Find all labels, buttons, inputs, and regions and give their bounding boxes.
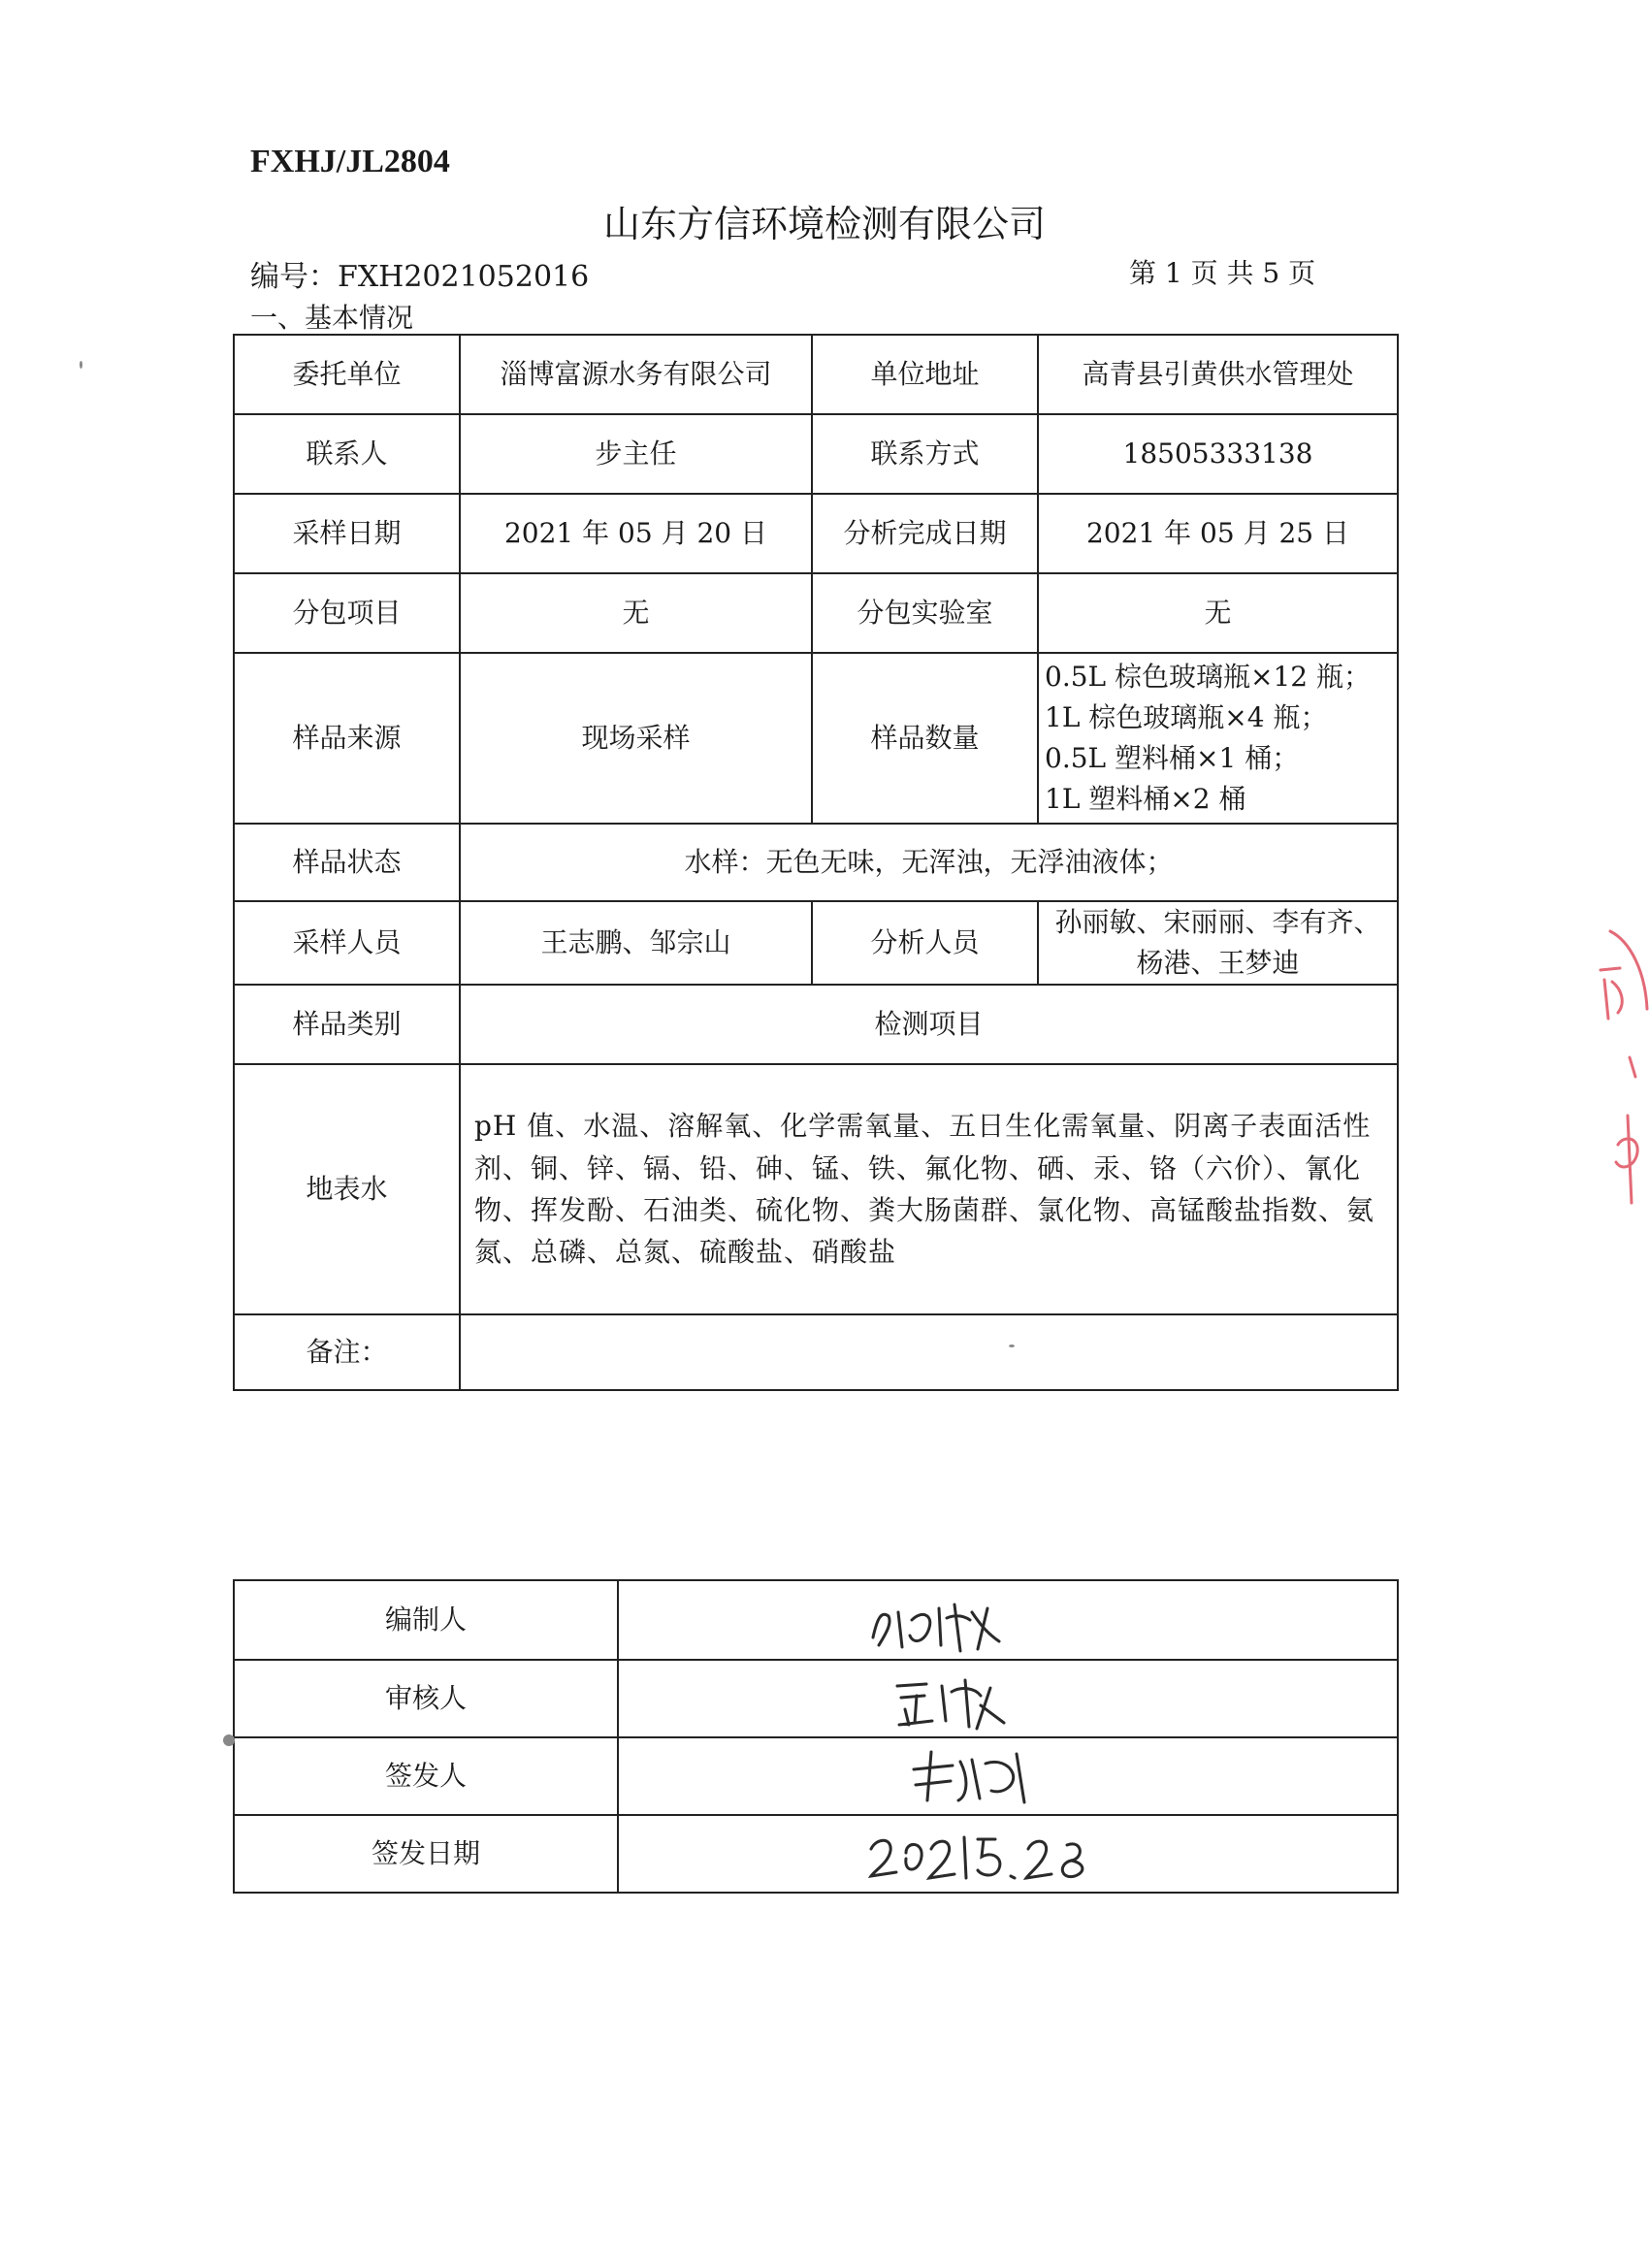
issue-date-signature-cell — [618, 1815, 1398, 1893]
scan-speck — [80, 361, 82, 369]
quantity-label: 样品数量 — [812, 653, 1038, 824]
source-value: 现场采样 — [460, 653, 812, 824]
subcontract-item-label: 分包项目 — [234, 573, 460, 653]
signature-table — [233, 1579, 1399, 1894]
company-name: 山东方信环境检测有限公司 — [602, 203, 1046, 245]
water-label: 地表水 — [234, 1064, 460, 1314]
table-row — [234, 573, 1398, 653]
address-value: 高青县引黄供水管理处 — [1038, 335, 1398, 414]
category-label: 样品类别 — [234, 985, 460, 1064]
scan-speck — [1009, 1345, 1015, 1347]
quantity-value — [1038, 653, 1398, 824]
sampling-date-value: 2021 年 05 月 20 日 — [460, 494, 812, 573]
quantity-line: 0.5L 棕色玻璃瓶×12 瓶； — [1045, 661, 1372, 693]
items-line: 氮、总磷、总氮、硫酸盐、硝酸盐 — [474, 1236, 897, 1269]
items-line: 物、挥发酚、石油类、硫化物、粪大肠菌群、氯化物、高锰酸盐指数、氨 — [474, 1194, 1375, 1226]
table-row — [234, 1314, 1398, 1390]
page-info: 第 1 页 共 5 页 — [1129, 257, 1316, 289]
contact-label: 联系人 — [234, 414, 460, 494]
remarks-label: 备注： — [234, 1314, 460, 1390]
client-label: 委托单位 — [234, 335, 460, 414]
quantity-line: 0.5L 塑料桶×1 桶； — [1045, 742, 1300, 774]
subcontract-item-value: 无 — [460, 573, 812, 653]
contact-value: 步主任 — [460, 414, 812, 494]
analysis-date-label: 分析完成日期 — [812, 494, 1038, 573]
issuer-label: 签发人 — [234, 1737, 618, 1815]
quantity-line: 1L 棕色玻璃瓶×4 瓶； — [1045, 701, 1328, 733]
analysts-value — [1038, 901, 1398, 985]
issuer-signature-cell — [618, 1737, 1398, 1815]
table-row — [234, 1580, 1398, 1660]
stamp-partial — [1562, 912, 1649, 1222]
issue-date-label: 签发日期 — [234, 1815, 618, 1893]
table-row — [234, 414, 1398, 494]
sampling-date-label: 采样日期 — [234, 494, 460, 573]
table-row — [234, 1815, 1398, 1893]
document-number: 编号：FXH2021052016 — [250, 260, 590, 294]
items-header: 检测项目 — [460, 985, 1398, 1064]
address-label: 单位地址 — [812, 335, 1038, 414]
state-value: 水样：无色无味，无浑浊，无浮油液体； — [460, 824, 1398, 901]
samplers-value: 王志鹏、邹宗山 — [460, 901, 812, 985]
analysts-line: 杨港、王梦迪 — [1136, 947, 1300, 979]
subcontract-lab-label: 分包实验室 — [812, 573, 1038, 653]
table-row — [234, 335, 1398, 414]
source-label: 样品来源 — [234, 653, 460, 824]
table-row — [234, 653, 1398, 824]
analysis-date-value: 2021 年 05 月 25 日 — [1038, 494, 1398, 573]
compiler-signature-cell — [618, 1580, 1398, 1660]
quantity-line: 1L 塑料桶×2 桶 — [1045, 783, 1246, 815]
table-row — [234, 494, 1398, 573]
scan-speck — [223, 1734, 235, 1746]
reviewer-signature-cell — [618, 1660, 1398, 1737]
form-code: FXHJ/JL2804 — [250, 144, 450, 179]
analysts-label: 分析人员 — [812, 901, 1038, 985]
compiler-label: 编制人 — [234, 1580, 618, 1660]
water-items — [460, 1064, 1398, 1314]
table-row — [234, 985, 1398, 1064]
table-row — [234, 1737, 1398, 1815]
table-row — [234, 824, 1398, 901]
section-title: 一、基本情况 — [250, 302, 414, 334]
items-line: pH 值、水温、溶解氧、化学需氧量、五日生化需氧量、阴离子表面活性 — [474, 1110, 1372, 1143]
phone-label: 联系方式 — [812, 414, 1038, 494]
table-row — [234, 901, 1398, 985]
client-value: 淄博富源水务有限公司 — [460, 335, 812, 414]
samplers-label: 采样人员 — [234, 901, 460, 985]
reviewer-label: 审核人 — [234, 1660, 618, 1737]
state-label: 样品状态 — [234, 824, 460, 901]
basic-info-table — [233, 334, 1399, 1391]
remarks-value — [460, 1314, 1398, 1390]
subcontract-lab-value: 无 — [1038, 573, 1398, 653]
phone-value: 18505333138 — [1038, 414, 1398, 494]
table-row — [234, 1660, 1398, 1737]
analysts-line: 孙丽敏、宋丽丽、李有齐、 — [1054, 906, 1381, 938]
table-row — [234, 1064, 1398, 1314]
items-line: 剂、铜、锌、镉、铅、砷、锰、铁、氟化物、硒、汞、铬（六价）、氰化 — [474, 1151, 1362, 1184]
